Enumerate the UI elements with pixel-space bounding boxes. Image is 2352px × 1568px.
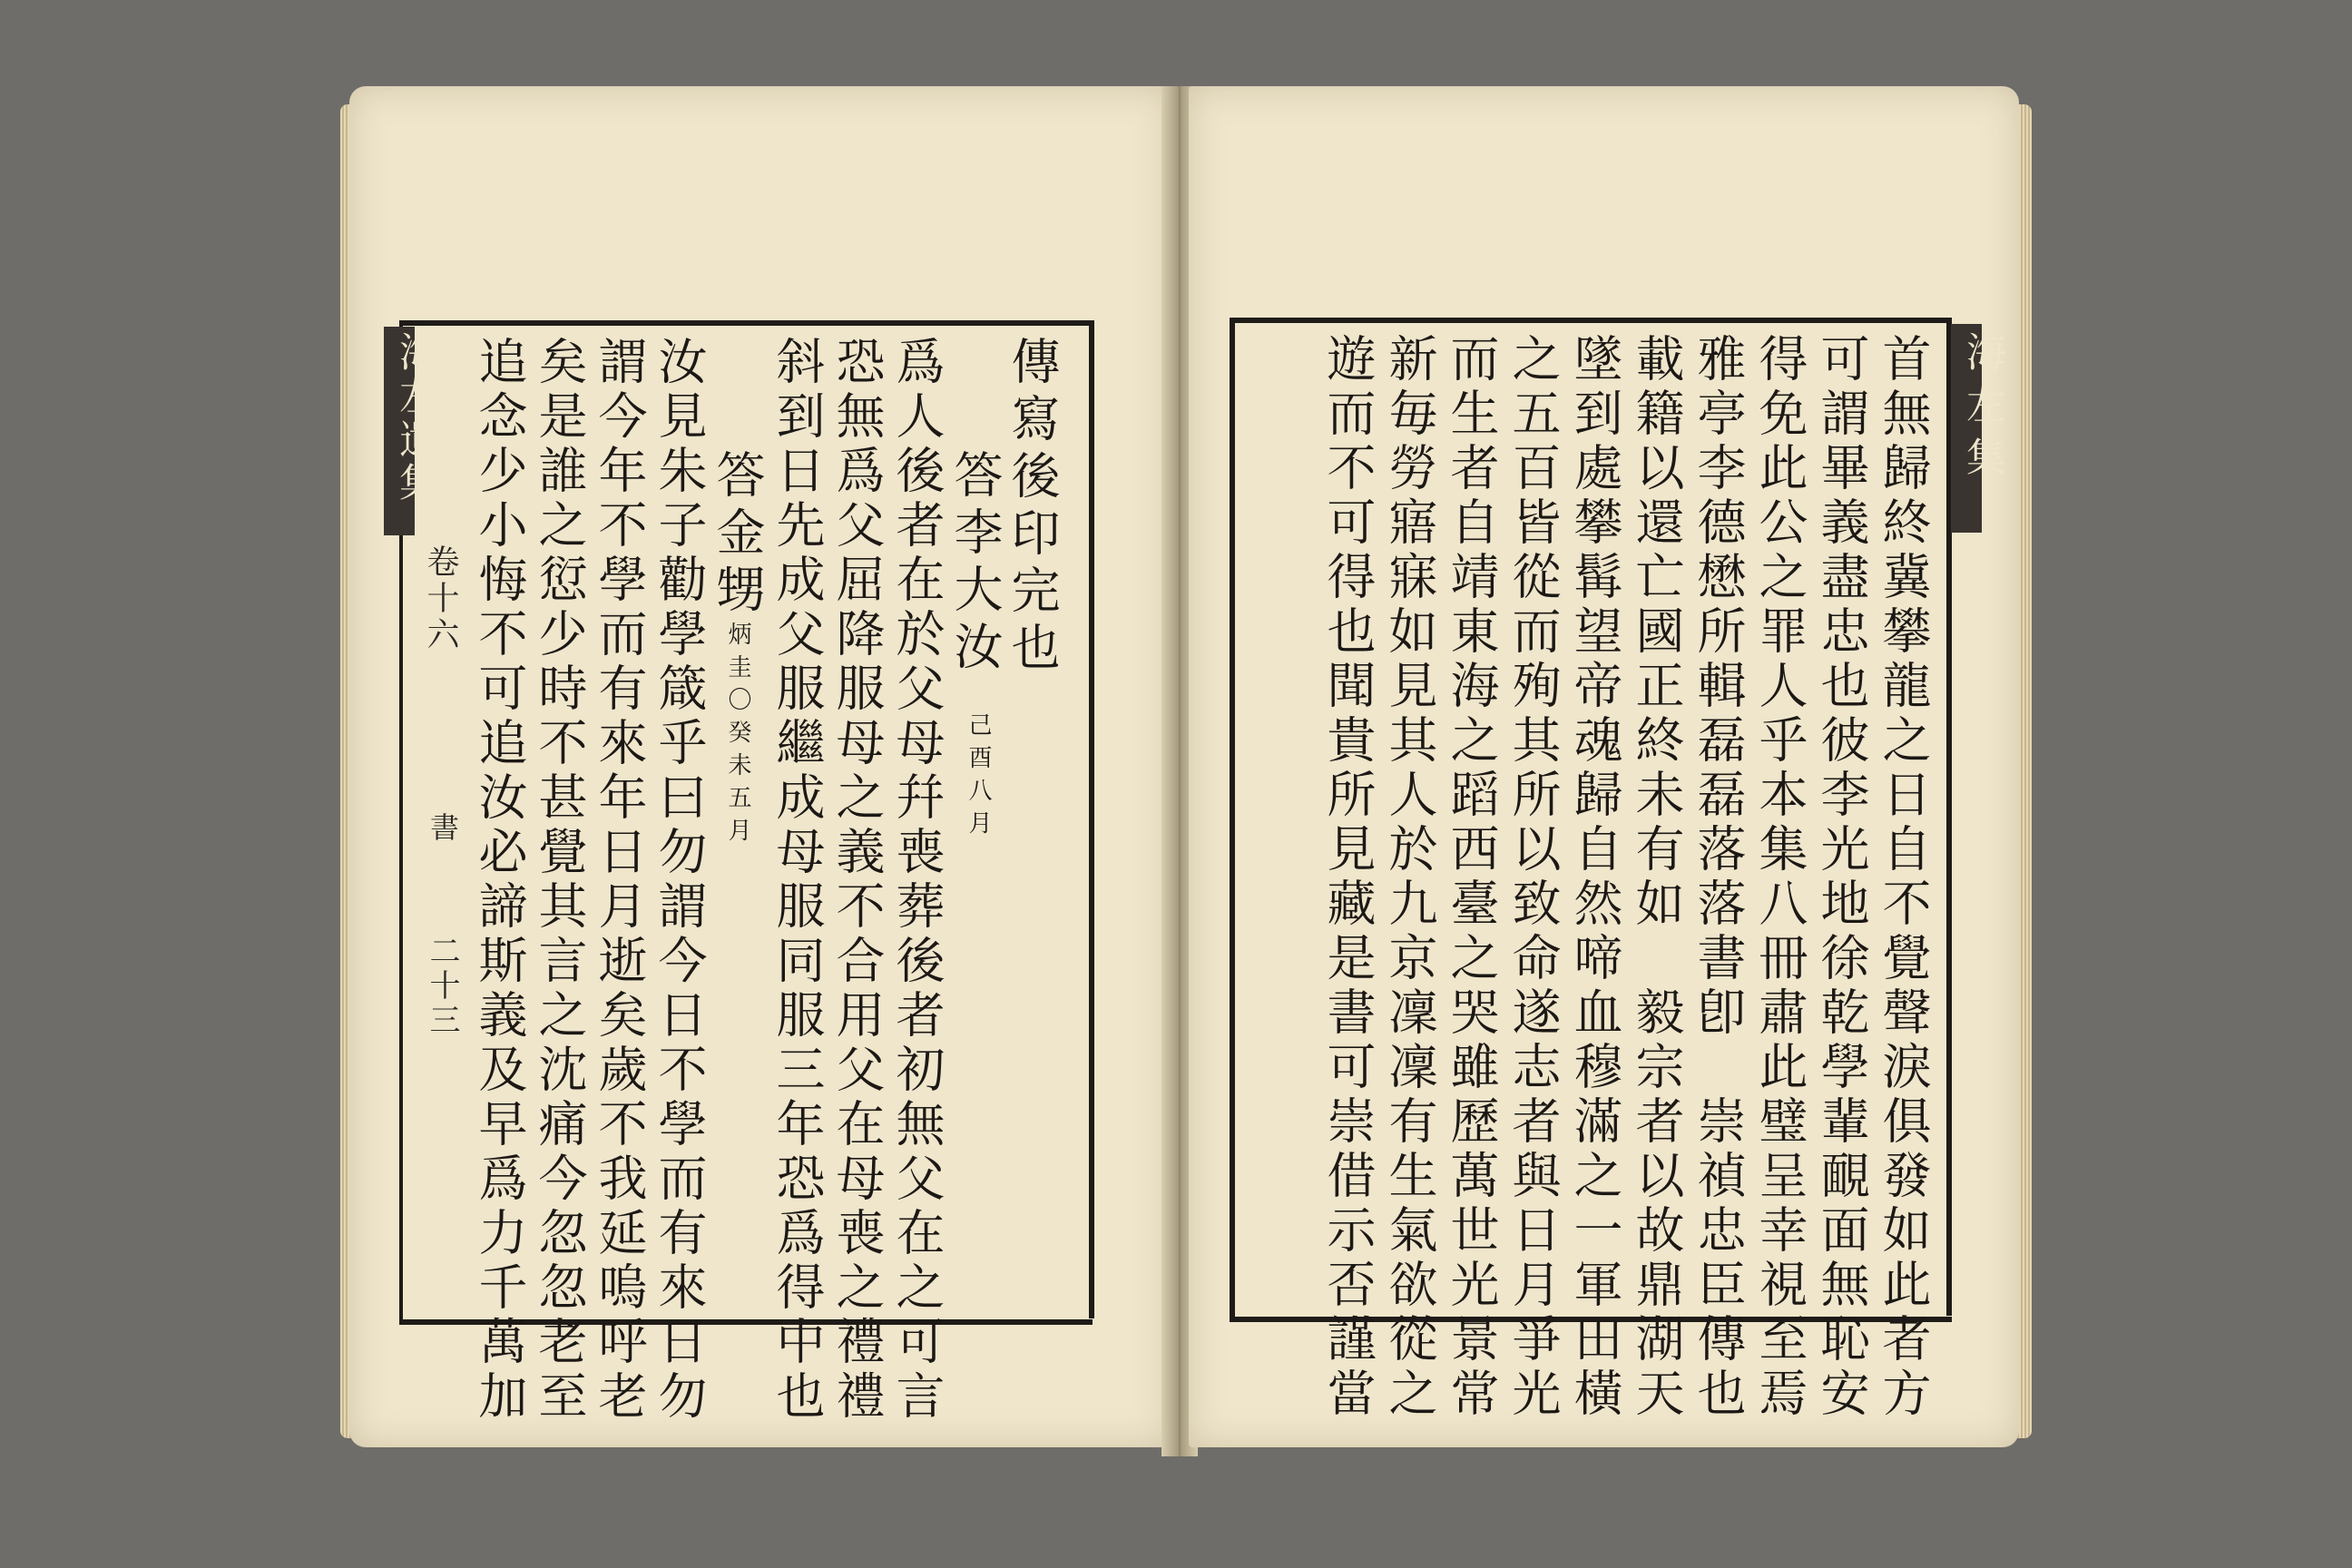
- left-margin-title: 海左遺集: [392, 331, 438, 505]
- left-col-2-heading: 答李大汝: [946, 449, 1004, 678]
- left-margin-category: 書: [426, 812, 460, 841]
- right-margin-title: 海左集: [1959, 331, 2005, 489]
- left-col-6-heading: 答金甥: [709, 449, 766, 621]
- right-col-7: 之五百皆從而殉其所以致命遂志者與日月爭光: [1504, 333, 1562, 1422]
- left-col-1: 傳寫後印完也: [1004, 336, 1061, 679]
- left-col-7: 汝見朱子勸學箴乎曰勿謂今日不學而有來日勿: [651, 336, 708, 1425]
- left-col-4: 恐無爲父屈降服母之義不合用父在母喪之禮禮: [828, 336, 886, 1425]
- right-col-2: 可謂畢義盡忠也彼李光地徐乾學輩靦面無恥安: [1813, 333, 1870, 1422]
- left-margin-line: [1089, 320, 1094, 1318]
- left-page: [349, 86, 1171, 1447]
- right-col-8: 而生者自靖東海之蹈西臺之哭雖歷萬世光景常: [1443, 333, 1500, 1422]
- left-col-10: 追念少小悔不可追汝必諦斯義及早爲力千萬加: [471, 336, 528, 1425]
- right-col-4: 雅亭李德懋所輯磊磊落落書卽 崇禎忠臣傳也: [1690, 333, 1747, 1422]
- left-margin-volume: 卷十六: [422, 544, 459, 653]
- right-col-3: 得免此公之罪人乎本集八冊肅此璧呈幸視至焉: [1751, 333, 1808, 1422]
- right-col-1: 首無歸終冀攀龍之日自不覺聲淚俱發如此者方: [1875, 333, 1932, 1422]
- right-col-6: 墜到處攀髯望帝魂歸自然啼血穆滿之一軍田橫: [1566, 333, 1623, 1422]
- right-page: [1189, 86, 2019, 1447]
- right-col-10: 遊而不可得也聞貴所見藏是書可崇借示否謹當: [1319, 333, 1377, 1422]
- left-col-2-note: 己酉八月: [965, 712, 992, 843]
- left-margin-page-number: 二十三: [424, 935, 460, 1038]
- right-col-5: 載籍以還亡國正終未有如 毅宗者以故鼎湖天: [1628, 333, 1685, 1422]
- left-col-5: 斜到日先成父服繼成母服同服三年恐爲得中也: [769, 336, 826, 1425]
- left-col-9: 矣是誰之愆少時不甚覺其言之沈痛今忽忽老至: [531, 336, 588, 1425]
- left-col-3: 爲人後者在於父母幷喪葬後者初無父在之可言: [888, 336, 946, 1425]
- left-col-8: 謂今年不學而有來年日月逝矣歲不我延嗚呼老: [591, 336, 648, 1425]
- right-col-9: 新毎勞寤寐如見其人於九京凜凜有生氣欲從之: [1381, 333, 1438, 1422]
- left-col-6-note: 炳圭〇癸未五月: [724, 622, 751, 850]
- open-book: [349, 86, 2019, 1465]
